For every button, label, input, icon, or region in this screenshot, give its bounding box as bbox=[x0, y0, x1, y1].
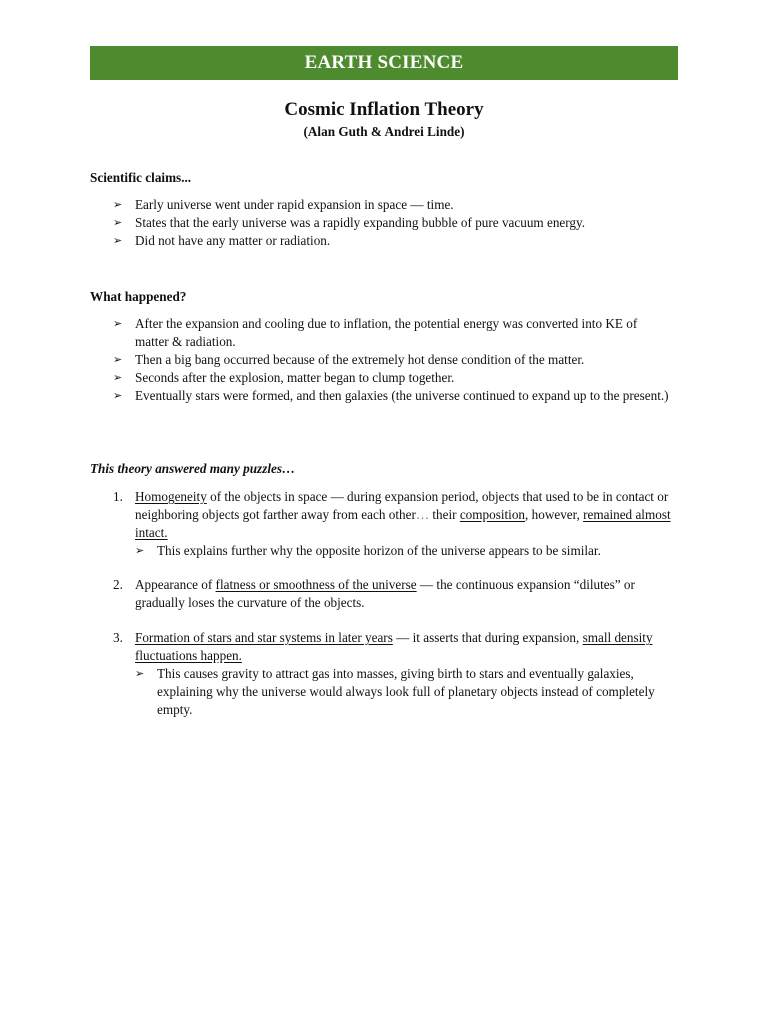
list-item-text: Early universe went under rapid expansion in space — time. bbox=[135, 197, 454, 212]
section-heading-puzzles: This theory answered many puzzles… bbox=[90, 461, 296, 476]
list-item bbox=[113, 232, 673, 250]
list-item bbox=[113, 196, 673, 214]
what-happened-list bbox=[113, 315, 673, 405]
list-item-text: Seconds after the explosion, matter began to clump together. bbox=[135, 370, 455, 385]
page-subtitle: (Alan Guth & Andrei Linde) bbox=[303, 124, 465, 139]
sub-list-item bbox=[135, 542, 678, 560]
item-text: — it asserts that during expansion, bbox=[392, 630, 583, 645]
underlined-term: remained almost intact. bbox=[135, 507, 671, 540]
arrow-bullet-icon: ➢ bbox=[113, 371, 123, 384]
list-item-text: Did not have any matter or radiation. bbox=[135, 233, 331, 248]
item-number: 2. bbox=[113, 577, 123, 592]
item-body bbox=[135, 488, 678, 542]
sub-item-text: This causes gravity to attract gas into masses, giving birth to stars and eventually galaxies, explaining why the universe would always look full of planetary objects instead of completely empty. bbox=[157, 666, 655, 717]
list-item-text: Then a big bang occurred because of the extremely hot dense condition of the matter. bbox=[135, 352, 585, 367]
list-item bbox=[113, 387, 673, 405]
numbered-item bbox=[113, 576, 678, 612]
item-text: Appearance of bbox=[135, 577, 216, 592]
list-item bbox=[113, 214, 673, 232]
underlined-term: Homogeneity bbox=[135, 489, 207, 504]
ellipsis: … bbox=[415, 507, 430, 522]
item-number: 3. bbox=[113, 630, 123, 645]
arrow-bullet-icon: ➢ bbox=[113, 353, 123, 366]
item-text: — the continuous expansion “dilutes” or gradually loses the curvature of the objects. bbox=[135, 577, 635, 610]
list-item bbox=[113, 315, 673, 351]
numbered-item bbox=[113, 629, 678, 719]
arrow-bullet-icon: ➢ bbox=[113, 317, 123, 330]
underlined-term: flatness or smoothness of the universe bbox=[215, 577, 417, 592]
arrow-bullet-icon: ➢ bbox=[135, 544, 145, 557]
section-heading-what-happened: What happened? bbox=[90, 289, 187, 304]
list-item-text: Eventually stars were formed, and then galaxies (the universe continued to expand up to the present.) bbox=[135, 388, 669, 403]
item-text: , however, bbox=[525, 507, 584, 522]
item-text: of the objects in space — during expansion period, objects that used to be in contact or neighboring objects got farther away from each other bbox=[135, 489, 669, 522]
item-body bbox=[135, 576, 678, 612]
sub-item-text: This explains further why the opposite horizon of the universe appears to be similar. bbox=[157, 543, 601, 558]
page-title: Cosmic Inflation Theory bbox=[284, 99, 484, 120]
arrow-bullet-icon: ➢ bbox=[135, 667, 145, 680]
arrow-bullet-icon: ➢ bbox=[113, 216, 123, 229]
item-number: 1. bbox=[113, 489, 123, 504]
list-item-text: States that the early universe was a rapidly expanding bubble of pure vacuum energy. bbox=[135, 215, 586, 230]
section-heading-scientific-claims: Scientific claims... bbox=[90, 170, 192, 185]
item-text: their bbox=[429, 507, 460, 522]
arrow-bullet-icon: ➢ bbox=[113, 198, 123, 211]
arrow-bullet-icon: ➢ bbox=[113, 389, 123, 402]
arrow-bullet-icon: ➢ bbox=[113, 234, 123, 247]
list-item-text: After the expansion and cooling due to inflation, the potential energy was converted into KE of matter & radiation. bbox=[135, 316, 638, 349]
underlined-term: Formation of stars and star systems in later years bbox=[135, 630, 393, 645]
subject-banner: EARTH SCIENCE bbox=[90, 46, 678, 80]
list-item bbox=[113, 351, 673, 369]
scientific-claims-list bbox=[113, 196, 673, 250]
underlined-term: composition bbox=[459, 507, 526, 522]
item-body bbox=[135, 629, 678, 665]
sub-list-item bbox=[135, 665, 678, 719]
numbered-item bbox=[113, 488, 678, 560]
underlined-term: small density fluctuations happen. bbox=[135, 630, 653, 663]
list-item bbox=[113, 369, 673, 387]
